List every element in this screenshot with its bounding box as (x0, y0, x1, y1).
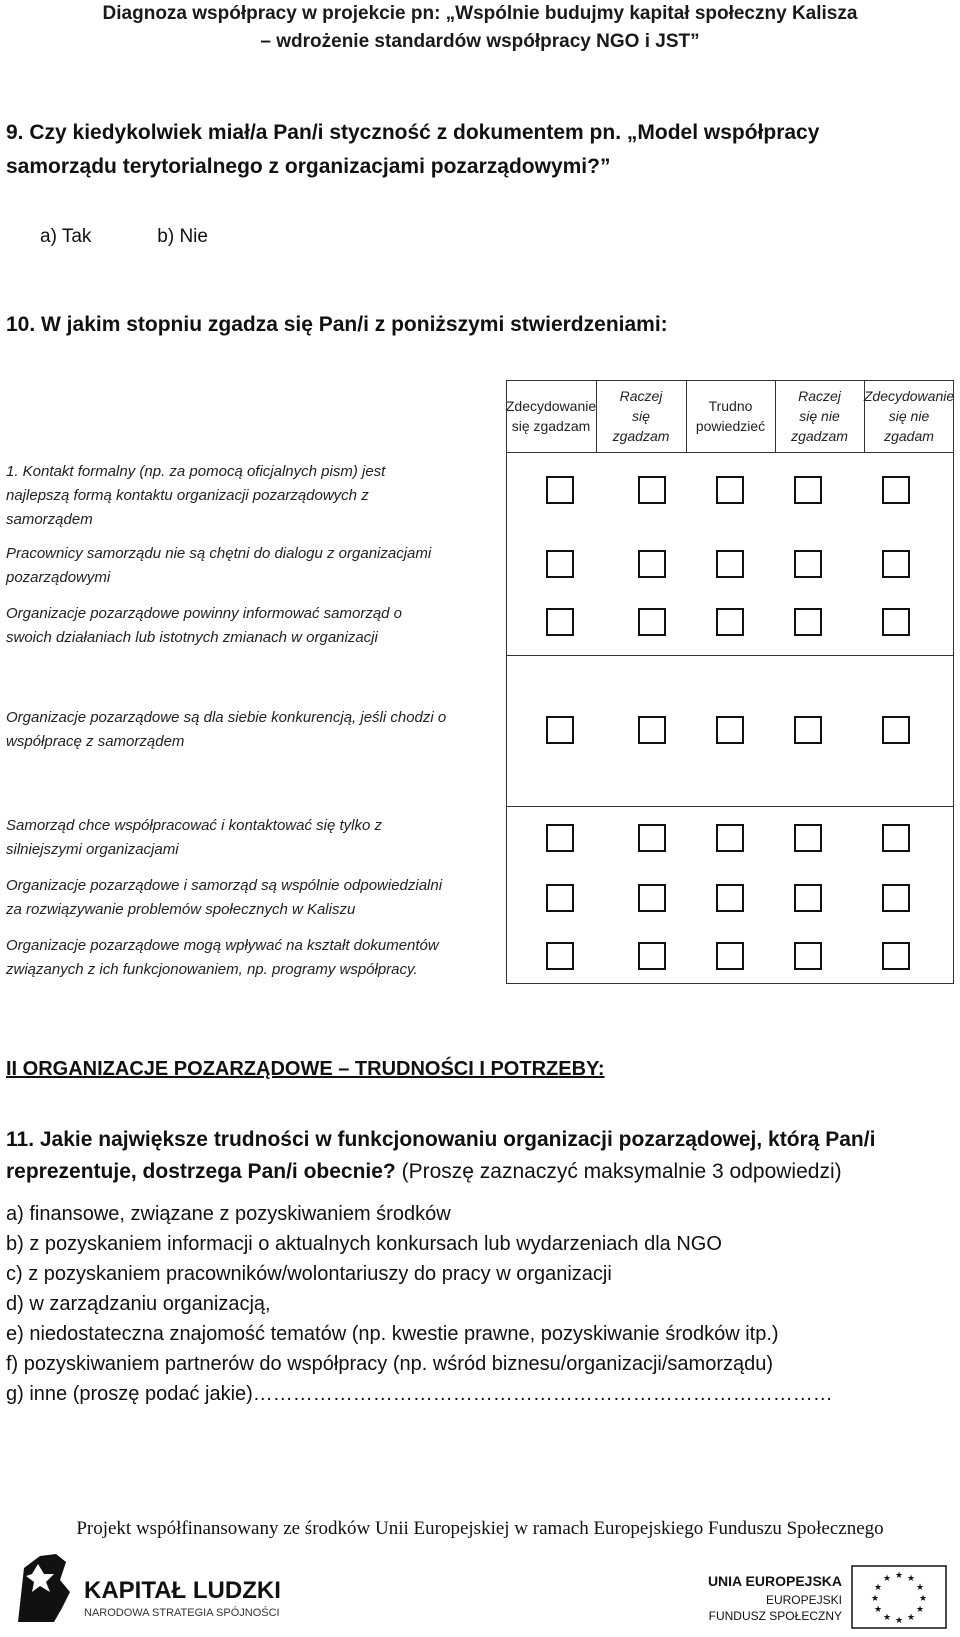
answer-no[interactable]: b) Nie (157, 226, 208, 247)
checkbox[interactable] (546, 884, 574, 912)
checkbox[interactable] (794, 550, 822, 578)
checkbox[interactable] (716, 884, 744, 912)
statement-line: samorządem (6, 511, 93, 528)
column-header-strongly-agree: Zdecydowanie się zgadzam (505, 398, 597, 434)
svg-text:★: ★ (882, 1574, 892, 1584)
eu-logo (707, 1562, 955, 1632)
header-separator (506, 452, 954, 453)
statement-line: Organizacje pozarządowe powinny informować samorząd o (6, 605, 403, 622)
checkbox[interactable] (638, 550, 666, 578)
checkbox[interactable] (638, 884, 666, 912)
checkbox[interactable] (882, 824, 910, 852)
checkbox[interactable] (794, 476, 822, 504)
option-b[interactable]: b) z pozyskaniem informacji o aktualnych konkursach lub wydarzeniach dla NGO (6, 1233, 722, 1255)
svg-text:★: ★ (873, 1583, 883, 1593)
checkbox[interactable] (794, 884, 822, 912)
statement (6, 460, 496, 532)
checkbox[interactable] (882, 608, 910, 636)
svg-text:★: ★ (906, 1574, 916, 1584)
checkbox[interactable] (546, 550, 574, 578)
statement (6, 874, 496, 922)
checkbox[interactable] (546, 824, 574, 852)
statement-line: współpracę z samorządem (6, 733, 185, 750)
statement (6, 934, 496, 982)
checkbox[interactable] (882, 942, 910, 970)
svg-text:★: ★ (894, 1571, 904, 1581)
group-separator (506, 655, 954, 656)
question-9-line-1: 9. Czy kiedykolwiek miał/a Pan/i styczność z dokumentem pn. „Model współpracy (6, 121, 820, 144)
checkbox[interactable] (638, 716, 666, 744)
svg-text:★: ★ (894, 1616, 904, 1626)
statement-line: Organizacje pozarządowe mogą wpływać na kształt dokumentów (6, 937, 439, 954)
question-11-text: 11. Jakie największe trudności w funkcjonowaniu organizacji pozarządowej, którą Pan/i reprezentuje, dostrzega Pan/i obecnie? (6, 1128, 876, 1183)
column-header-rather-agree: Raczej się zgadzam (612, 388, 670, 444)
svg-text:★: ★ (882, 1613, 892, 1623)
option-a[interactable]: a) finansowe, związane z pozyskiwaniem środków (6, 1203, 451, 1225)
checkbox[interactable] (638, 476, 666, 504)
checkbox[interactable] (794, 824, 822, 852)
statement-line: za rozwiązywanie problemów społecznych w Kaliszu (6, 901, 356, 918)
question-9-answers (40, 226, 208, 248)
column-header-strongly-disagree: Zdecydowanie się nie zgadam (863, 388, 955, 444)
statement-line: Pracownicy samorządu nie są chętni do dialogu z organizacjami (6, 545, 432, 562)
checkbox[interactable] (546, 716, 574, 744)
checkbox[interactable] (882, 716, 910, 744)
document-header (0, 0, 960, 56)
statement-line: 1. Kontakt formalny (np. za pomocą oficjalnych pism) jest (6, 463, 386, 480)
checkbox[interactable] (716, 824, 744, 852)
eu-flag-icon (707, 1562, 955, 1632)
kapital-ludzki-icon (14, 1548, 281, 1628)
question-11 (6, 1124, 956, 1188)
statement-line: Organizacje pozarządowe są dla siebie konkurencją, jeśli chodzi o (6, 709, 447, 726)
question-10: 10. W jakim stopniu zgadza się Pan/i z poniższymi stwierdzeniami: (6, 313, 668, 336)
checkbox[interactable] (716, 476, 744, 504)
svg-text:★: ★ (873, 1605, 883, 1615)
kl-subtitle: NARODOWA STRATEGIA SPÓJNOŚCI (84, 1607, 280, 1619)
statement-line: związanych z ich funkcjonowaniem, np. programy współpracy. (6, 961, 418, 978)
checkbox[interactable] (794, 608, 822, 636)
checkbox[interactable] (716, 716, 744, 744)
eu-line-2: EUROPEJSKI (765, 1593, 842, 1607)
column-header-hard-to-say: Trudno powiedzieć (695, 398, 766, 434)
section-title: II ORGANIZACJE POZARZĄDOWE – TRUDNOŚCI I POTRZEBY: (6, 1058, 605, 1080)
svg-text:★: ★ (915, 1583, 925, 1593)
checkbox[interactable] (882, 884, 910, 912)
checkbox[interactable] (546, 608, 574, 636)
option-f[interactable]: f) pozyskiwaniem partnerów do współpracy (np. wśród biznesu/organizacji/samorządu) (6, 1353, 774, 1375)
group-separator (506, 806, 954, 807)
question-11-note: (Proszę zaznaczyć maksymalnie 3 odpowiedzi) (395, 1160, 842, 1183)
footer-text: Projekt współfinansowany ze środków Unii Europejskiej w ramach Europejskiego Funduszu Społecznego (76, 1518, 884, 1539)
checkbox[interactable] (638, 608, 666, 636)
statement-line: najlepszą formą kontaktu organizacji pozarządowych z (6, 487, 369, 504)
likert-table (506, 380, 954, 984)
option-c[interactable]: c) z pozyskaniem pracowników/wolontariuszy do pracy w organizacji (6, 1263, 612, 1285)
checkbox[interactable] (794, 942, 822, 970)
statement-line: silniejszymi organizacjami (6, 841, 179, 858)
checkbox[interactable] (716, 942, 744, 970)
column-header-rather-disagree: Raczej się nie zgadzam (791, 388, 848, 444)
option-e[interactable]: e) niedostateczna znajomość tematów (np. kwestie prawne, pozyskiwanie środków itp.) (6, 1323, 779, 1345)
answer-yes[interactable]: a) Tak (40, 226, 92, 247)
checkbox[interactable] (716, 608, 744, 636)
kapital-ludzki-logo (14, 1548, 281, 1628)
question-9 (6, 116, 954, 184)
statement-line: Samorząd chce współpracować i kontaktować się tylko z (6, 817, 382, 834)
statement-line: swoich działaniach lub istotnych zmianach w organizacji (6, 629, 378, 646)
eu-line-1: UNIA EUROPEJSKA (707, 1573, 842, 1589)
eu-line-3: FUNDUSZ SPOŁECZNY (708, 1609, 842, 1623)
header-line-1: Diagnoza współpracy w projekcie pn: „Wspólnie budujmy kapitał społeczny Kalisza (102, 3, 858, 24)
svg-text:★: ★ (906, 1613, 916, 1623)
option-g[interactable]: g) inne (proszę podać jakie)…………………………………………………………………………… (6, 1383, 833, 1405)
svg-text:★: ★ (870, 1594, 880, 1604)
statement-line: Organizacje pozarządowe i samorząd są wspólnie odpowiedzialni (6, 877, 443, 894)
checkbox[interactable] (546, 476, 574, 504)
kl-title: KAPITAŁ LUDZKI (84, 1577, 281, 1604)
question-9-line-2: samorządu terytorialnego z organizacjami pozarządowymi?” (6, 155, 611, 178)
statement (6, 602, 496, 650)
checkbox[interactable] (794, 716, 822, 744)
svg-text:★: ★ (915, 1605, 925, 1615)
checkbox[interactable] (546, 942, 574, 970)
header-line-2: – wdrożenie standardów współpracy NGO i JST” (260, 31, 700, 52)
checkbox[interactable] (638, 824, 666, 852)
option-d[interactable]: d) w zarządzaniu organizacją, (6, 1293, 271, 1315)
checkbox[interactable] (882, 476, 910, 504)
statement (6, 542, 496, 590)
statement (6, 706, 496, 754)
checkbox[interactable] (716, 550, 744, 578)
statement (6, 814, 496, 862)
checkbox[interactable] (882, 550, 910, 578)
svg-text:★: ★ (918, 1594, 928, 1604)
statement-line: pozarządowymi (6, 569, 111, 586)
checkbox[interactable] (638, 942, 666, 970)
